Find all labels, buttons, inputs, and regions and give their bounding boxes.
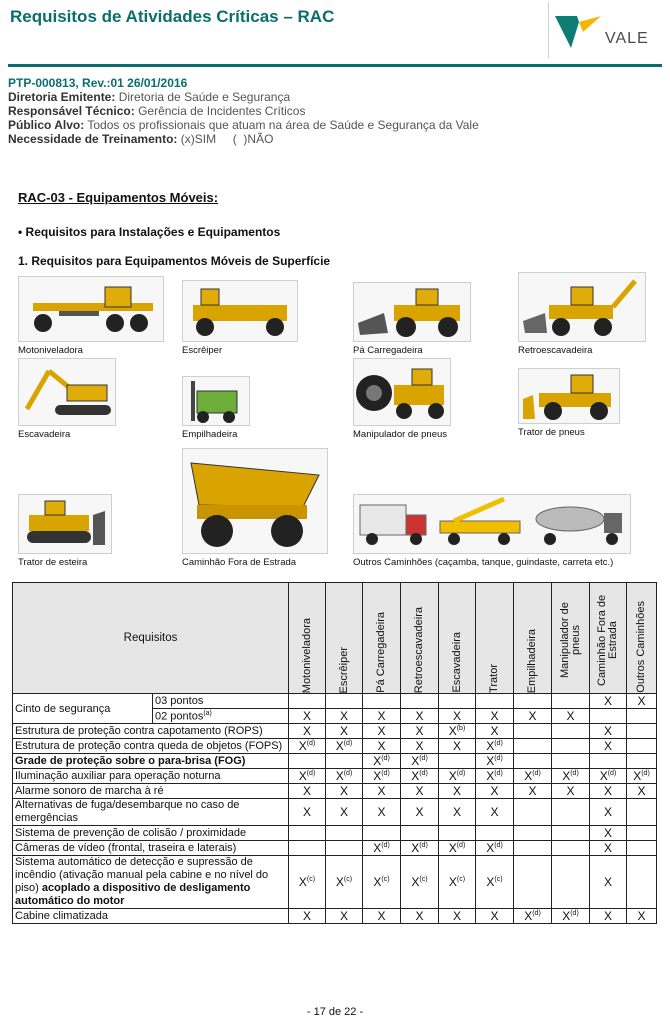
table-cell: X <box>627 909 657 924</box>
table-row <box>13 739 657 754</box>
table-cell: $X^{(d)}$ <box>552 769 590 784</box>
vale-logo-mark-icon <box>553 12 603 52</box>
table-cell: X <box>590 724 627 739</box>
table-cell <box>514 826 552 841</box>
table-cell <box>514 799 552 826</box>
table-cell: X <box>401 909 439 924</box>
table-cell: $X^{(d)}$ <box>289 769 326 784</box>
table-cell <box>514 724 552 739</box>
table-cell: X <box>439 739 476 754</box>
table-cell: X <box>439 709 476 724</box>
forklift-image <box>182 376 250 426</box>
table-cell: X <box>289 784 326 799</box>
row-label: Cabine climatizada <box>13 909 289 924</box>
equipment-retroescavadeira: Retroescavadeira <box>518 272 646 356</box>
table-row <box>13 694 657 709</box>
table-cell <box>552 694 590 709</box>
column-header: Escrêiper <box>326 583 363 694</box>
table-cell: X <box>401 784 439 799</box>
table-cell: X <box>363 739 401 754</box>
table-cell: X <box>627 694 657 709</box>
table-cell: X <box>476 709 514 724</box>
document-title: Requisitos de Atividades Críticas – RAC <box>10 7 335 26</box>
equipment-pa-carregadeira: Pá Carregadeira <box>353 282 471 356</box>
table-cell <box>514 841 552 856</box>
row-sublabel: 03 pontos <box>153 694 289 709</box>
table-cell <box>552 826 590 841</box>
table-cell: X <box>401 724 439 739</box>
section-bullet: • Requisitos para Instalações e Equipamentos <box>18 225 281 239</box>
equipment-trator-de-esteira: Trator de esteira <box>18 494 112 568</box>
table-cell: $X^{(d)}$ <box>363 841 401 856</box>
table-cell: X <box>363 799 401 826</box>
equipment-trator-de-pneus: Trator de pneus <box>518 368 620 438</box>
table-cell: X <box>401 799 439 826</box>
column-header: Empilhadeira <box>514 583 552 694</box>
table-cell: X <box>590 856 627 909</box>
equipment-escavadeira: Escavadeira <box>18 358 116 440</box>
table-cell: $X^{(d)}$ <box>514 769 552 784</box>
table-cell: X <box>439 799 476 826</box>
table-cell <box>627 799 657 826</box>
table-cell: $X^{(c)}$ <box>289 856 326 909</box>
table-cell: $X^{(d)}$ <box>627 769 657 784</box>
row-label: Sistema automático de detecção e supressão de incêndio (ativação manual pela cabine e no nível do piso) acoplado a dispositivo de desligamento automático do motor <box>13 856 289 909</box>
table-cell <box>289 841 326 856</box>
table-cell <box>326 826 363 841</box>
table-cell: X <box>289 709 326 724</box>
table-cell <box>289 754 326 769</box>
table-cell <box>289 826 326 841</box>
requirements-table <box>12 582 657 924</box>
row-label: Estrutura de proteção contra queda de objetos (FOPS) <box>13 739 289 754</box>
table-cell <box>552 739 590 754</box>
table-cell: $X^{(d)}$ <box>476 739 514 754</box>
table-cell: $X^{(c)}$ <box>363 856 401 909</box>
requisitos-header: Requisitos <box>13 583 289 694</box>
table-row <box>13 909 657 924</box>
crawler-dozer-image <box>18 494 112 554</box>
column-header: Outros Caminhões <box>627 583 657 694</box>
table-cell: $X^{(d)}$ <box>326 769 363 784</box>
table-cell <box>514 754 552 769</box>
table-cell <box>363 694 401 709</box>
table-row <box>13 784 657 799</box>
equipment-caminhao-fora-de-estrada: Caminhão Fora de Estrada <box>182 448 328 568</box>
meta-line: Responsável Técnico: Gerência de Incidentes Críticos <box>8 104 306 118</box>
table-cell <box>552 754 590 769</box>
motor-grader-image <box>18 276 164 342</box>
table-cell <box>552 724 590 739</box>
vale-logo-text: VALE <box>605 30 649 47</box>
row-label: Sistema de prevenção de colisão / proximidade <box>13 826 289 841</box>
page-header <box>0 0 670 62</box>
document-meta <box>8 76 479 146</box>
table-cell: X <box>401 709 439 724</box>
table-header-row <box>13 583 657 694</box>
table-cell: X <box>363 724 401 739</box>
row-label: Câmeras de vídeo (frontal, traseira e laterais) <box>13 841 289 856</box>
meta-line: Necessidade de Treinamento: (x)SIM ( )NÃO <box>8 132 274 146</box>
page-number: - 17 de 22 - <box>306 1006 364 1018</box>
table-cell: X <box>326 909 363 924</box>
table-row <box>13 826 657 841</box>
table-cell <box>476 694 514 709</box>
equipment-empilhadeira: Empilhadeira <box>182 376 250 440</box>
table-cell: X <box>439 909 476 924</box>
table-cell <box>326 841 363 856</box>
tire-handler-image <box>353 358 451 426</box>
document-code: PTP-000813, Rev.:01 26/01/2016 <box>8 76 188 90</box>
equipment-escreiper: Escrêiper <box>182 280 298 356</box>
table-cell <box>326 754 363 769</box>
table-cell: $X^{(d)}$ <box>476 754 514 769</box>
table-cell: $X^{(d)}$ <box>326 739 363 754</box>
table-cell: X <box>363 909 401 924</box>
table-cell <box>590 754 627 769</box>
table-cell: X <box>476 724 514 739</box>
table-cell: X <box>363 709 401 724</box>
table-row <box>13 841 657 856</box>
table-cell: X <box>590 909 627 924</box>
table-cell: $X^{(d)}$ <box>476 769 514 784</box>
rac-title: RAC-03 - Equipamentos Móveis: <box>18 190 219 205</box>
backhoe-image <box>518 272 646 342</box>
table-cell: $X^{(c)}$ <box>401 856 439 909</box>
excavator-image <box>18 358 116 426</box>
table-cell: X <box>476 784 514 799</box>
table-cell: $X^{(d)}$ <box>363 754 401 769</box>
table-cell: $X^{(d)}$ <box>401 841 439 856</box>
header-divider <box>8 64 662 67</box>
table-cell <box>627 739 657 754</box>
table-cell <box>401 694 439 709</box>
section-numbered-heading: 1. Requisitos para Equipamentos Móveis de Superfície <box>18 254 331 268</box>
table-row <box>13 856 657 909</box>
table-cell <box>514 739 552 754</box>
column-header: Trator <box>476 583 514 694</box>
table-cell: $X^{(c)}$ <box>326 856 363 909</box>
column-header: Motoniveladora <box>289 583 326 694</box>
table-cell <box>514 856 552 909</box>
meta-line: Público Alvo: Todos os profissionais que atuam na área de Saúde e Segurança da Vale <box>8 118 479 132</box>
table-cell: X <box>326 709 363 724</box>
table-cell: $X^{(c)}$ <box>439 856 476 909</box>
row-label: Alarme sonoro de marcha à ré <box>13 784 289 799</box>
table-row <box>13 769 657 784</box>
table-cell: $X^{(d)}$ <box>401 754 439 769</box>
table-cell <box>627 754 657 769</box>
table-cell <box>627 856 657 909</box>
row-label: Alternativas de fuga/desembarque no caso de emergências <box>13 799 289 826</box>
table-cell: $X^{(c)}$ <box>476 856 514 909</box>
wheel-loader-image <box>353 282 471 342</box>
table-cell: X <box>590 739 627 754</box>
haul-truck-image <box>182 448 328 554</box>
table-cell: X <box>401 739 439 754</box>
column-header: Escavadeira <box>439 583 476 694</box>
table-row <box>13 799 657 826</box>
table-cell <box>552 841 590 856</box>
equipment-outros-caminhoes: Outros Caminhões (caçamba, tanque, guindaste, carreta etc.) <box>353 494 631 568</box>
table-cell <box>627 826 657 841</box>
table-cell: X <box>289 724 326 739</box>
vale-logo <box>548 2 661 58</box>
table-cell: X <box>476 909 514 924</box>
table-cell: $X^{(d)}$ <box>590 769 627 784</box>
row-label: Estrutura de proteção contra capotamento (ROPS) <box>13 724 289 739</box>
table-cell: X <box>590 799 627 826</box>
table-cell: X <box>590 784 627 799</box>
table-cell: X <box>326 724 363 739</box>
scraper-image <box>182 280 298 342</box>
table-cell: $X^{(d)}$ <box>363 769 401 784</box>
table-cell <box>289 694 326 709</box>
table-cell: X <box>590 694 627 709</box>
table-row <box>13 724 657 739</box>
table-cell: X <box>514 784 552 799</box>
table-cell: X <box>627 784 657 799</box>
table-cell: X <box>289 799 326 826</box>
column-header: Pá Carregadeira <box>363 583 401 694</box>
table-cell: X <box>552 709 590 724</box>
table-cell <box>627 724 657 739</box>
table-cell <box>439 826 476 841</box>
table-cell: X <box>514 709 552 724</box>
table-row <box>13 754 657 769</box>
table-cell: X <box>476 799 514 826</box>
table-cell <box>326 694 363 709</box>
table-cell <box>590 709 627 724</box>
table-cell: X <box>552 784 590 799</box>
table-cell: $X^{(d)}$ <box>439 769 476 784</box>
table-cell: $X^{(d)}$ <box>552 909 590 924</box>
table-cell <box>401 826 439 841</box>
table-cell <box>514 694 552 709</box>
table-cell: $X^{(b)}$ <box>439 724 476 739</box>
table-cell <box>627 709 657 724</box>
table-cell: $X^{(d)}$ <box>401 769 439 784</box>
wheel-dozer-image <box>518 368 620 424</box>
table-cell <box>363 826 401 841</box>
table-cell: X <box>326 799 363 826</box>
table-cell: X <box>289 909 326 924</box>
table-cell: X <box>590 841 627 856</box>
table-cell: $X^{(d)}$ <box>289 739 326 754</box>
row-label: Grade de proteção sobre o para-brisa (FOG) <box>13 754 289 769</box>
column-header: Manipulador de pneus <box>552 583 590 694</box>
column-header: Retroescavadeira <box>401 583 439 694</box>
equipment-motoniveladora: Motoniveladora <box>18 276 164 356</box>
table-cell <box>476 826 514 841</box>
table-cell <box>552 856 590 909</box>
table-cell: $X^{(d)}$ <box>439 841 476 856</box>
table-cell <box>552 799 590 826</box>
equipment-manipulador-de-pneus: Manipulador de pneus <box>353 358 451 440</box>
table-cell <box>627 841 657 856</box>
table-cell: $X^{(d)}$ <box>514 909 552 924</box>
table-cell <box>439 694 476 709</box>
table-cell: $X^{(d)}$ <box>476 841 514 856</box>
row-label: Iluminação auxiliar para operação noturna <box>13 769 289 784</box>
trucks-image <box>353 494 631 554</box>
row-label: Cinto de segurança <box>13 694 153 724</box>
table-cell: X <box>439 784 476 799</box>
table-cell: X <box>363 784 401 799</box>
table-cell <box>439 754 476 769</box>
row-sublabel: 02 pontos$^{(a)}$ <box>153 709 289 724</box>
column-header: Caminhão Fora de Estrada <box>590 583 627 694</box>
meta-line: Diretoria Emitente: Diretoria de Saúde e Segurança <box>8 90 291 104</box>
table-cell: X <box>326 784 363 799</box>
table-cell: X <box>590 826 627 841</box>
